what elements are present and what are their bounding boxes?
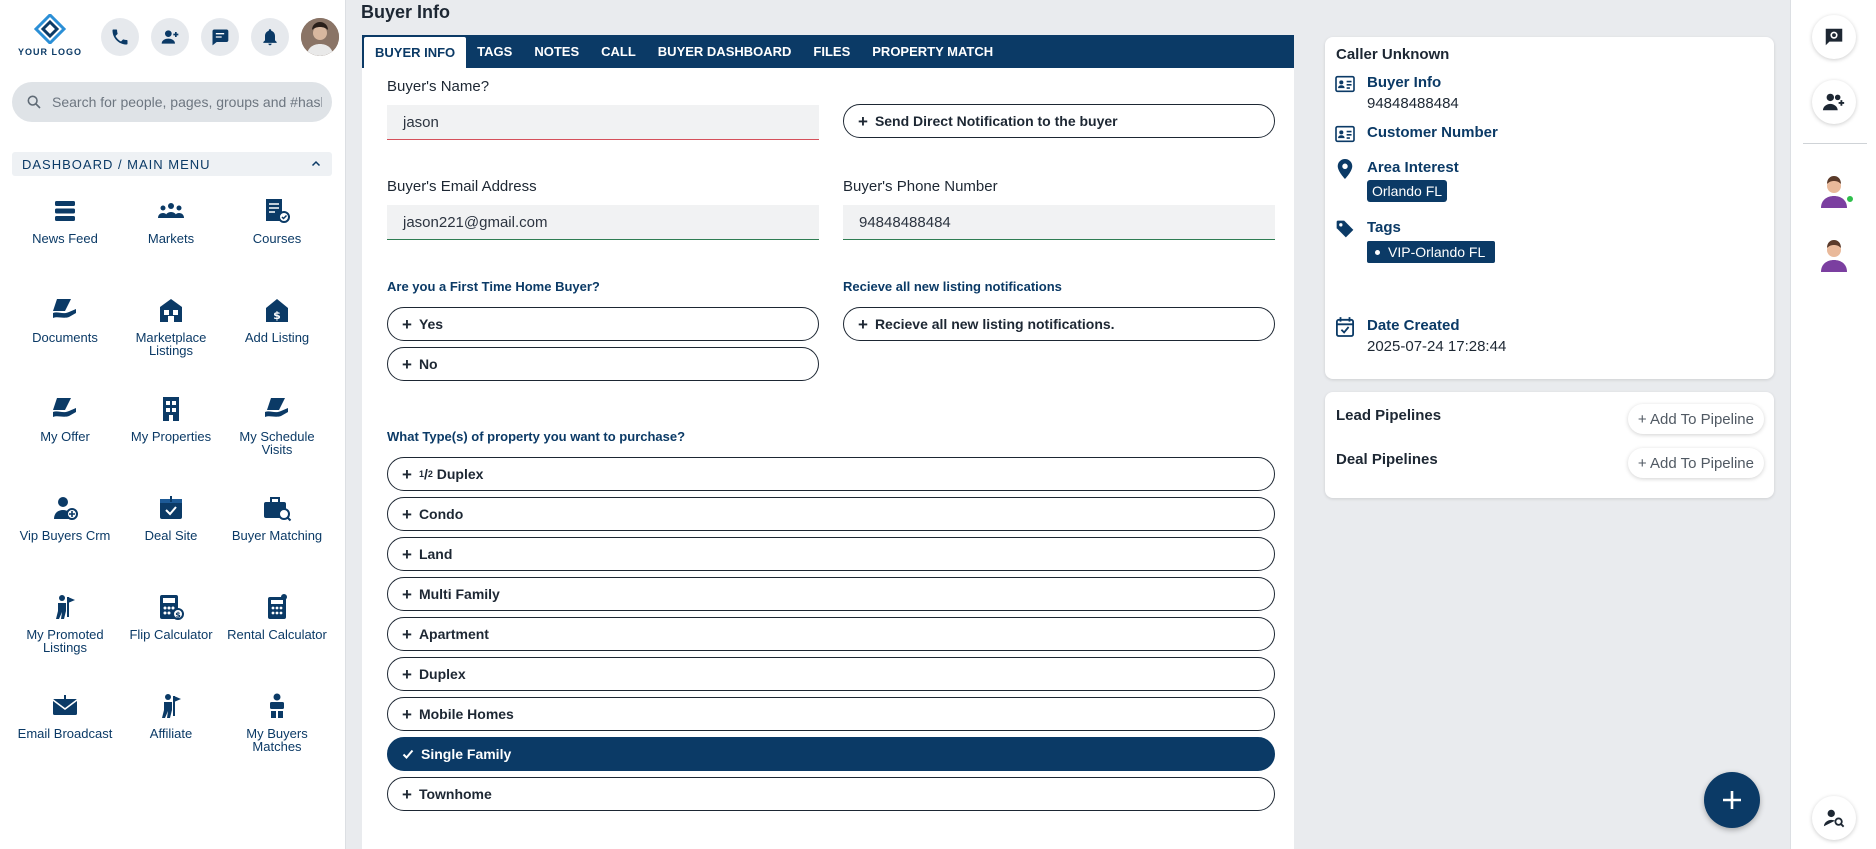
plus-icon: + xyxy=(402,354,412,374)
menu-item-buyer-matching[interactable] xyxy=(224,493,330,592)
add-contact-button[interactable] xyxy=(151,18,189,56)
property-type-option[interactable] xyxy=(387,577,1275,611)
property-type-label: Condo xyxy=(418,506,464,522)
menu-item-label: Documents xyxy=(32,330,98,345)
tags-label: Tags xyxy=(1367,219,1401,236)
plus-icon: + xyxy=(402,664,412,684)
phone-button[interactable] xyxy=(101,18,139,56)
calendar-icon xyxy=(1336,317,1354,337)
send-notification-button[interactable] xyxy=(843,104,1275,138)
page-title: Buyer Info xyxy=(361,2,451,22)
tag-dot-icon xyxy=(1375,250,1380,255)
plus-icon: + xyxy=(402,464,412,484)
send-notification-label: Send Direct Notification to the buyer xyxy=(874,113,1118,129)
caller-info-card xyxy=(1325,37,1774,379)
add-deal-pipeline-button[interactable]: + Add To Pipeline xyxy=(1628,448,1764,478)
menu-item-my-schedule-visits[interactable] xyxy=(224,394,330,493)
date-created-label: Date Created xyxy=(1367,317,1460,334)
search-person-button[interactable] xyxy=(1812,796,1856,840)
notifications-button[interactable] xyxy=(251,18,289,56)
first-time-yes-option[interactable] xyxy=(387,307,819,341)
first-time-no-option[interactable] xyxy=(387,347,819,381)
fraction-slash: / xyxy=(423,466,428,482)
location-pin-icon xyxy=(1337,159,1353,179)
property-type-label: Duplex xyxy=(436,466,484,482)
buyer-matching-icon xyxy=(262,493,292,523)
menu-item-label: My Promoted Listings xyxy=(26,627,104,655)
add-listing-icon xyxy=(262,295,292,325)
menu-item-label: Rental Calculator xyxy=(227,627,327,642)
plus-icon: + xyxy=(402,314,412,334)
first-time-buyer-question: Are you a First Time Home Buyer? xyxy=(387,279,600,294)
search-input[interactable] xyxy=(52,94,322,110)
tag-icon xyxy=(1335,219,1355,239)
menu-item-label: Flip Calculator xyxy=(129,627,213,642)
property-type-label: Multi Family xyxy=(418,586,500,602)
menu-item-my-promoted-listings[interactable] xyxy=(12,592,118,691)
marketplace-icon xyxy=(156,295,186,325)
property-type-option[interactable] xyxy=(387,497,1275,531)
customer-number-label: Customer Number xyxy=(1367,124,1498,141)
buyer-name-label: Buyer's Name? xyxy=(387,78,490,95)
menu-item-label: News Feed xyxy=(32,231,98,246)
chevron-up-icon[interactable] xyxy=(310,158,322,170)
menu-item-rental-calculator[interactable] xyxy=(224,592,330,691)
plus-icon: + xyxy=(402,544,412,564)
tab-files[interactable]: FILES xyxy=(813,44,851,59)
company-logo[interactable] xyxy=(14,14,86,62)
right-rail xyxy=(1790,0,1876,849)
property-type-option[interactable] xyxy=(387,537,1275,571)
vip-buyers-icon xyxy=(50,493,80,523)
buyer-phone-label: Buyer's Phone Number xyxy=(843,178,998,195)
menu-item-email-broadcast[interactable] xyxy=(12,691,118,790)
phone-icon xyxy=(110,27,130,47)
property-type-option[interactable] xyxy=(387,697,1275,731)
chat-settings-button[interactable] xyxy=(1812,15,1856,59)
property-type-label: Mobile Homes xyxy=(418,706,514,722)
search-icon xyxy=(26,94,42,110)
menu-item-label: My Schedule Visits xyxy=(239,429,315,457)
plus-icon: + xyxy=(402,784,412,804)
plus-icon: + xyxy=(402,584,412,604)
documents-icon xyxy=(50,295,80,325)
lead-pipelines-label: Lead Pipelines xyxy=(1336,407,1442,424)
menu-item-label: Marketplace Listings xyxy=(135,330,207,358)
affiliate-icon xyxy=(156,691,186,721)
property-type-label: Townhome xyxy=(418,786,492,802)
logo-icon xyxy=(33,14,67,44)
date-created-value: 2025-07-24 17:28:44 xyxy=(1367,338,1507,355)
markets-icon xyxy=(156,196,186,226)
menu-item-marketplace-listings[interactable] xyxy=(118,295,224,394)
id-card-icon xyxy=(1335,125,1355,143)
menu-item-deal-site[interactable] xyxy=(118,493,224,592)
area-interest-label: Area Interest xyxy=(1367,159,1459,176)
buyer-name-input[interactable]: jason xyxy=(387,105,819,140)
notifications-option[interactable] xyxy=(843,307,1275,341)
menu-item-my-buyers-matches[interactable] xyxy=(224,691,330,790)
courses-icon xyxy=(262,196,292,226)
menu-item-add-listing[interactable] xyxy=(224,295,330,394)
menu-header-label: DASHBOARD / MAIN MENU xyxy=(22,156,211,172)
buyer-info-panel xyxy=(362,35,1294,849)
tab-property-match[interactable]: PROPERTY MATCH xyxy=(872,44,994,59)
menu-item-label: Buyer Matching xyxy=(231,528,323,543)
group-add-button[interactable] xyxy=(1812,80,1856,124)
pipelines-card xyxy=(1325,392,1774,498)
fraction-denominator: 2 xyxy=(427,469,433,479)
plus-icon: + xyxy=(858,111,868,131)
tags-row xyxy=(1335,219,1495,263)
buyer-email-input[interactable]: jason221@gmail.com xyxy=(387,205,819,240)
add-person-icon xyxy=(160,27,180,47)
check-icon xyxy=(402,746,414,763)
customer-number-row xyxy=(1335,124,1498,144)
promoted-listings-icon xyxy=(50,592,80,622)
menu-item-markets[interactable] xyxy=(118,196,224,295)
menu-item-vip-buyers-crm[interactable] xyxy=(12,493,118,592)
menu-item-news-feed[interactable] xyxy=(12,196,118,295)
fraction-numerator: 1 xyxy=(418,469,424,479)
add-lead-pipeline-button[interactable]: + Add To Pipeline xyxy=(1628,404,1764,434)
online-status-dot xyxy=(1846,195,1854,203)
my-properties-icon xyxy=(156,394,186,424)
add-fab-button[interactable] xyxy=(1704,772,1760,828)
notifications-question: Recieve all new listing notifications xyxy=(843,279,1062,294)
tag-badge-label: VIP-Orlando FL xyxy=(1388,244,1486,260)
menu-item-label: My Offer xyxy=(40,429,90,444)
yes-label: Yes xyxy=(418,316,444,332)
schedule-visits-icon xyxy=(262,394,292,424)
no-label: No xyxy=(418,356,438,372)
svg-text:$: $ xyxy=(175,610,181,620)
menu-item-label: My Properties xyxy=(130,429,212,444)
rail-divider xyxy=(1803,143,1867,144)
bell-icon xyxy=(260,27,280,47)
my-offer-icon xyxy=(50,394,80,424)
plus-icon: + xyxy=(402,704,412,724)
logo-text: YOUR LOGO xyxy=(17,47,82,57)
contact-avatar-online[interactable] xyxy=(1816,172,1852,208)
menu-item-label: Affiliate xyxy=(149,726,193,741)
property-type-option[interactable] xyxy=(387,657,1275,691)
email-broadcast-icon xyxy=(50,691,80,721)
news-feed-icon xyxy=(50,196,80,226)
menu-item-courses[interactable] xyxy=(224,196,330,295)
menu-item-label: Email Broadcast xyxy=(17,726,113,741)
menu-item-label: Courses xyxy=(252,231,302,246)
area-interest-row xyxy=(1335,159,1459,202)
menu-item-label: Vip Buyers Crm xyxy=(19,528,111,543)
menu-item-documents[interactable] xyxy=(12,295,118,394)
person-avatar-icon xyxy=(1816,172,1852,208)
deal-site-icon xyxy=(156,493,186,523)
property-type-option[interactable] xyxy=(387,737,1275,771)
plus-icon: + xyxy=(858,314,868,334)
plus-icon xyxy=(1721,789,1743,811)
tag-badge[interactable] xyxy=(1367,241,1495,263)
buyer-phone-input[interactable]: 94848488484 xyxy=(843,205,1275,240)
plus-icon: + xyxy=(402,504,412,524)
main-menu-grid xyxy=(12,196,334,790)
avatar-image-icon xyxy=(301,18,339,56)
menu-item-label: My Buyers Matches xyxy=(246,726,308,754)
buyer-info-value: 94848488484 xyxy=(1367,95,1459,112)
menu-item-my-offer[interactable] xyxy=(12,394,118,493)
menu-item-label: Markets xyxy=(147,231,195,246)
property-type-option[interactable] xyxy=(387,617,1275,651)
area-interest-badge: Orlando FL xyxy=(1367,180,1447,202)
property-type-label: Duplex xyxy=(418,666,466,682)
property-type-option[interactable] xyxy=(387,457,1275,491)
buyer-info-row xyxy=(1335,74,1459,112)
buyer-email-label: Buyer's Email Address xyxy=(387,178,537,195)
contact-avatar[interactable] xyxy=(1816,236,1852,272)
tab-notes[interactable]: NOTES xyxy=(534,44,580,59)
tab-tags[interactable]: TAGS xyxy=(477,44,513,59)
property-type-label: Apartment xyxy=(418,626,489,642)
left-sidebar xyxy=(0,0,346,849)
menu-item-my-properties[interactable] xyxy=(118,394,224,493)
user-avatar[interactable] xyxy=(301,18,339,56)
menu-item-label: Add Listing xyxy=(244,330,310,345)
property-type-option[interactable] xyxy=(387,777,1275,811)
chat-icon xyxy=(210,27,230,47)
rental-calculator-icon xyxy=(262,592,292,622)
search-bar[interactable] xyxy=(12,82,332,122)
group-add-icon xyxy=(1822,91,1846,113)
chat-settings-icon xyxy=(1823,26,1845,48)
tab-buyer-dashboard[interactable]: BUYER DASHBOARD xyxy=(657,44,792,59)
buyers-matches-icon xyxy=(262,691,292,721)
deal-pipelines-label: Deal Pipelines xyxy=(1336,451,1438,468)
date-created-row xyxy=(1335,317,1506,355)
tab-buyer-info[interactable]: BUYER INFO xyxy=(364,37,466,68)
person-search-icon xyxy=(1823,807,1845,829)
tab-bar xyxy=(362,35,1294,68)
tab-call[interactable]: CALL xyxy=(601,44,636,59)
property-type-label: Single Family xyxy=(421,746,512,762)
caller-title: Caller Unknown xyxy=(1336,46,1450,63)
notifications-option-label: Recieve all new listing notifications. xyxy=(874,316,1115,332)
messages-button[interactable] xyxy=(201,18,239,56)
property-type-label: Land xyxy=(418,546,453,562)
plus-icon: + xyxy=(402,624,412,644)
id-card-icon xyxy=(1335,75,1355,93)
dashboard-menu-header[interactable] xyxy=(12,152,332,176)
property-type-question: What Type(s) of property you want to purchase? xyxy=(387,429,686,444)
menu-item-label: Deal Site xyxy=(144,528,198,543)
svg-text:$: $ xyxy=(273,309,281,322)
person-avatar-icon xyxy=(1816,236,1852,272)
flip-calculator-icon xyxy=(156,592,186,622)
menu-item-affiliate[interactable] xyxy=(118,691,224,790)
buyer-info-label: Buyer Info xyxy=(1367,74,1442,91)
menu-item-flip-calculator[interactable] xyxy=(118,592,224,691)
